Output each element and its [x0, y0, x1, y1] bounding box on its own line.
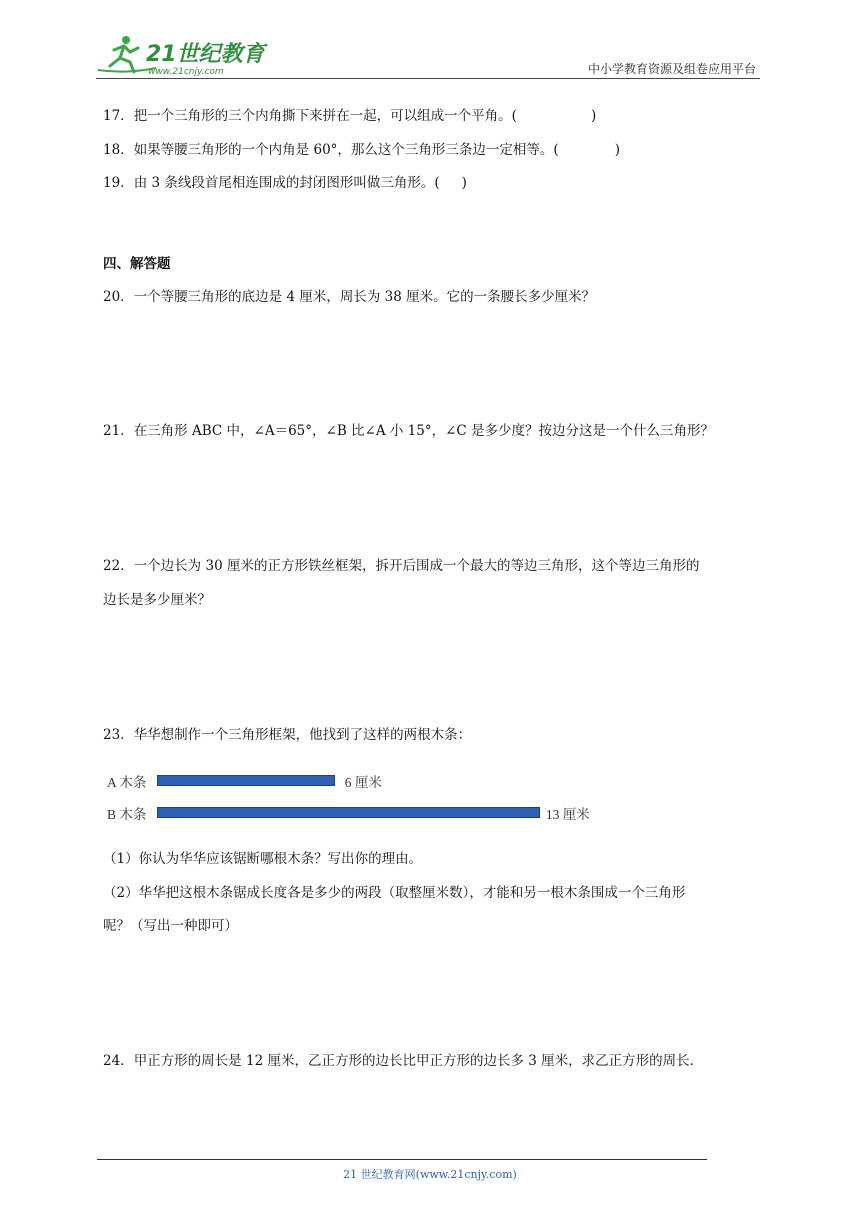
question-number: 19．	[103, 175, 134, 191]
question-text: 一个边长为 30 厘米的正方形铁丝框架，拆开后围成一个最大的等边三角形，这个等边三角形的	[133, 558, 700, 574]
question-text: 把一个三角形的三个内角撕下来拼在一起，可以组成一个平角。(	[133, 108, 517, 124]
question-21	[103, 421, 714, 441]
header-divider	[96, 78, 760, 79]
footer-link[interactable]: 21 世纪教育网(www.21cnjy.com)	[343, 1168, 517, 1181]
question-22	[103, 556, 699, 576]
footer-divider	[97, 1159, 707, 1160]
question-17	[103, 106, 596, 126]
bar-a-label: A 木条	[107, 775, 147, 790]
question-text: 华华想制作一个三角形框架，他找到了这样的两根木条：	[133, 727, 472, 743]
question-22-line2: 边长是多少厘米？	[103, 592, 211, 608]
question-23-sub1: （1）你认为华华应该锯断哪根木条？写出你的理由。	[103, 851, 423, 867]
question-number: 20．	[103, 289, 134, 305]
question-text: 由 3 条线段首尾相连围成的封闭图形叫做三角形。(	[133, 175, 440, 191]
question-number: 21．	[103, 423, 134, 439]
question-number: 23．	[103, 727, 134, 743]
bar-b-label: B 木条	[107, 807, 147, 822]
bracket-close: )	[461, 175, 467, 191]
platform-label: 中小学教育资源及组卷应用平台	[587, 62, 756, 76]
question-24	[103, 1051, 703, 1071]
question-text: 甲正方形的周长是 12 厘米，乙正方形的边长比甲正方形的边长多 3 厘米，求乙正方形的周长．	[133, 1053, 704, 1069]
question-text: 如果等腰三角形的一个内角是 60°，那么这个三角形三条边一定相等。(	[133, 142, 559, 158]
question-23-sub2-cont: 呢？（写出一种即可）	[103, 918, 238, 934]
bar-a-length: 6 厘米	[344, 775, 382, 790]
question-number: 24．	[103, 1053, 134, 1069]
question-number: 18．	[103, 142, 134, 158]
bracket-close: )	[590, 108, 597, 124]
question-23-sub2: （2）华华把这根木条锯成长度各是多少的两段（取整厘米数），才能和另一根木条围成一个三角形	[103, 885, 686, 901]
question-19	[103, 173, 467, 193]
logo-text: 21世纪教育	[146, 42, 265, 67]
question-text: 在三角形 ABC 中，∠A＝65°，∠B 比∠A 小 15°，∠C 是多少度？按边分这是一个什么三角形？	[133, 423, 715, 439]
question-text: 一个等腰三角形的底边是 4 厘米，周长为 38 厘米。它的一条腰长多少厘米？	[133, 289, 596, 305]
bar-a	[157, 775, 335, 786]
section-heading: 四、解答题	[103, 256, 171, 272]
bracket-close: )	[614, 142, 620, 158]
question-20	[103, 287, 595, 307]
question-number: 22．	[103, 558, 134, 574]
logo-url: www.21cnjy.com	[148, 67, 224, 77]
site-logo	[96, 30, 296, 78]
bar-b	[157, 807, 540, 818]
bar-b-length: 13 厘米	[545, 807, 590, 822]
question-23	[103, 725, 471, 745]
question-18	[103, 140, 620, 160]
question-number: 17．	[103, 108, 134, 124]
